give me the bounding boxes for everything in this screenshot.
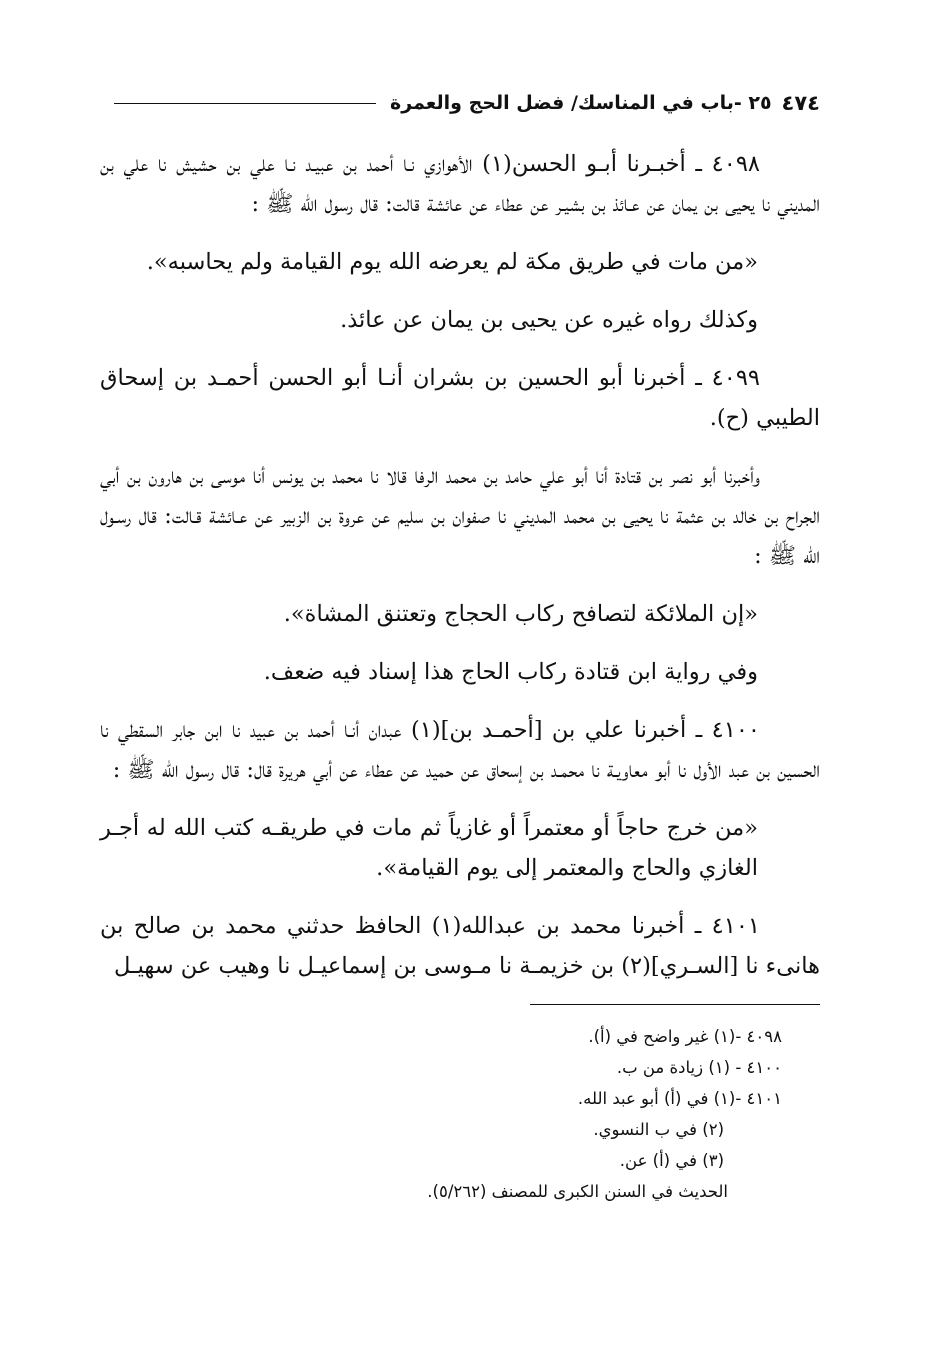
footnote-4101-2: (٢) في ب النسوي. xyxy=(593,1120,724,1139)
hadith-4099-isnad: ٤٠٩٩ ـ أخبرنا أبو الحسين بن بشران أنـا أبو الحسن أحمـد بن إسحاق الطيبي (ح). xyxy=(100,365,820,431)
footnote-4101-1: ٤١٠١ -(١) في (أ) أبو عبد الله. xyxy=(577,1089,782,1108)
hadith-4099-matn: «إن الملائكة لتصافح ركاب الحجاج وتعتنق المشاة». xyxy=(283,601,758,627)
footnotes xyxy=(100,1021,820,1207)
body-text xyxy=(100,144,820,1207)
footnote-4100-1: ٤١٠٠ - (١) زيادة من ب. xyxy=(616,1058,782,1077)
hadith-4099-second-isnad: وأخبرنا أبو نصر بن قتادة أنا أبو علي حامد بن محمد الرفا قالا نا محمد بن يونس أنا موسى بن هارون بن أبي الجراح بن خالد بن عثمة نا يحيى بن محمد المديني نا صفوان بن سليم عن عروة بن الزبير عن عـائشة قـالت: قال رسـول الله ﷺ : xyxy=(100,463,820,569)
footnote-source-reference: الحديث في السنن الكبرى للمصنف (٥/٢٦٢). xyxy=(427,1182,728,1201)
hadith-4101-isnad: ٤١٠١ ـ أخبرنا محمد بن عبدالله(١) الحافظ حدثني محمد بن صالح بن هانىء نا [السـري](٢) بن خزيمـة نا مـوسى بن إسماعيـل نا وهيب عن سهيـل xyxy=(100,913,820,979)
hadith-4098-isnad: ٤٠٩٨ ـ أخبـرنا أبـو الحسن(١) الأهوازي نـا أحمد بن عبيـد نـا علي بن حشيش نا علي بن المديني نا يحيى بن يمان عن عـائذ بن بشيـر عن عطاء عن عائشة قالت: قال رسول الله ﷺ : xyxy=(100,151,820,217)
footnote-4101-3: (٣) في (أ) عن. xyxy=(619,1151,724,1170)
hadith-4098-matn: «من مات في طريق مكة لم يعرضه الله يوم القيامة ولم يحاسبه». xyxy=(146,249,758,275)
hadith-4100-matn: «من خرج حاجاً أو معتمراً أو غازياً ثم مات في طريقـه كتب الله له أجـر الغازي والحاج والمعتمر إلى يوم القيامة». xyxy=(100,815,758,881)
footnote-rule xyxy=(530,1004,820,1005)
chapter-title: ٢٥ -باب في المناسك/ فضل الحج والعمرة xyxy=(390,92,772,114)
page-number: ٤٧٤ xyxy=(781,91,820,115)
footnote-4098-1: ٤٠٩٨ -(١) غير واضح في (أ). xyxy=(588,1027,782,1046)
hadith-4100-isnad: ٤١٠٠ ـ أخبرنا علي بن [أحمـد بن](١) عبدان أنـا أحمد بن عبيد نا ابن جابر السقطي نا الحسين بن عبد الأول نا أبو معاويـة نا محمـد بن إسحاق عن حميد عن عطاء عن أبي هريرة قال: قال رسول الله ﷺ : xyxy=(100,717,820,783)
hadith-4098-note: وكذلك رواه غيره عن يحيى بن يمان عن عائذ. xyxy=(340,307,758,333)
book-page xyxy=(100,86,820,1286)
running-header xyxy=(100,86,820,120)
header-rule xyxy=(114,103,376,104)
hadith-4099-note: وفي رواية ابن قتادة ركاب الحاج هذا إسناد فيه ضعف. xyxy=(263,659,758,685)
